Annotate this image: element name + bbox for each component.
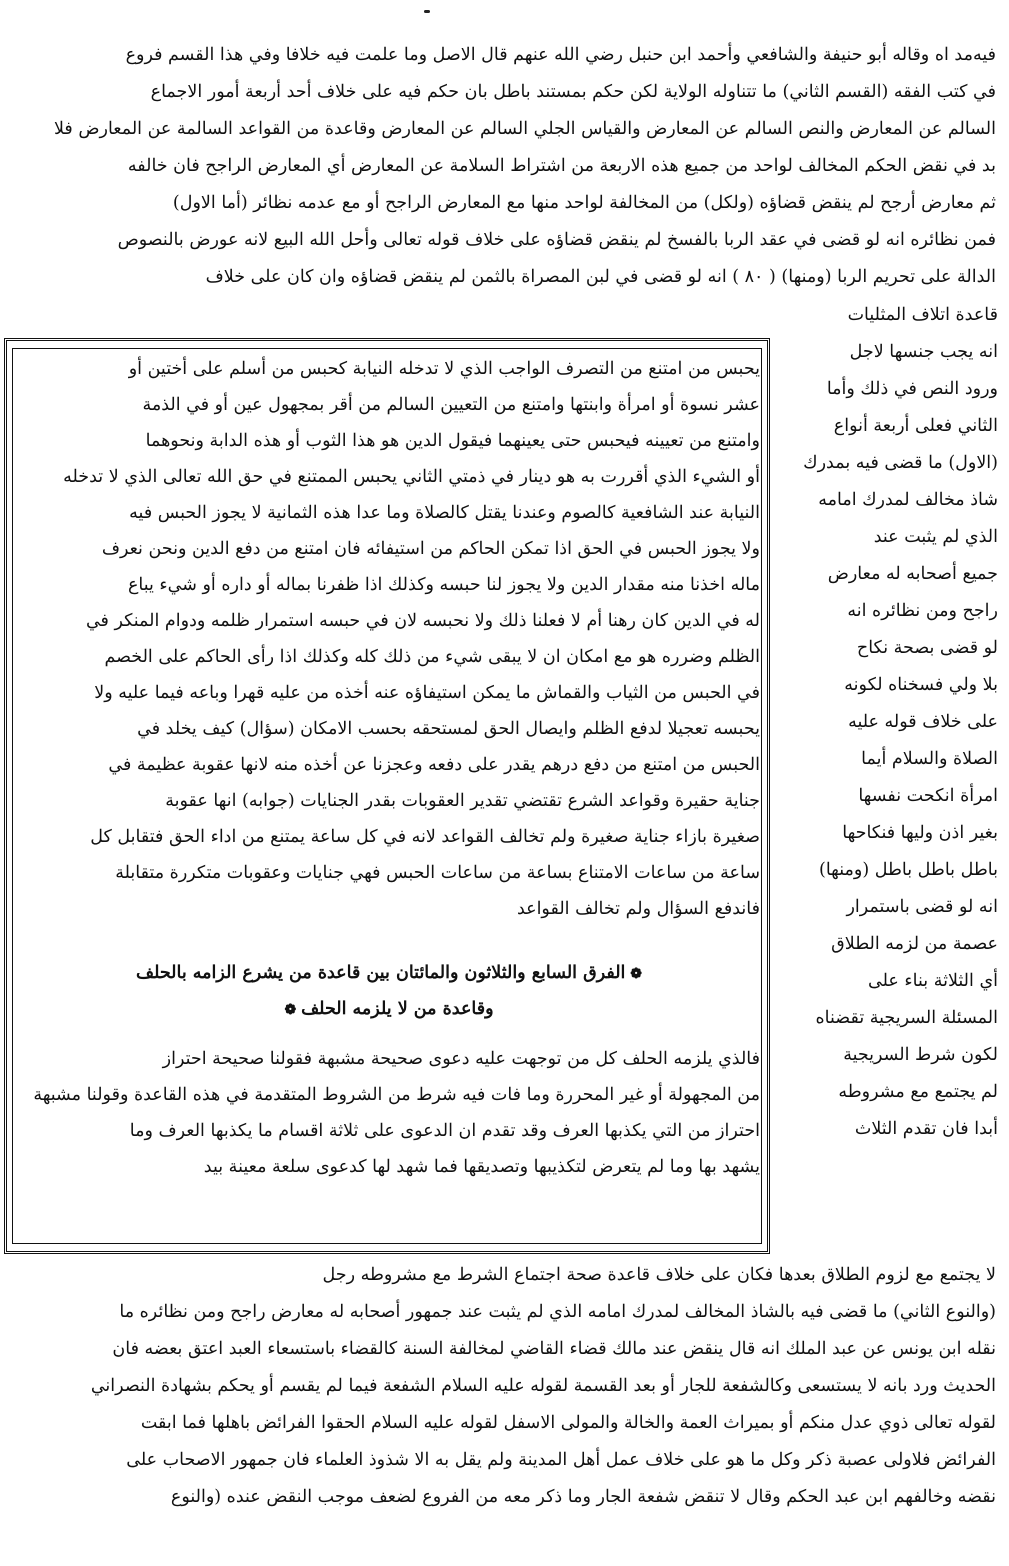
margin-line: بلا ولي فسخناه لكونه	[844, 675, 998, 695]
box-line: الظلم وضرره هو مع امكان ان لا يبقى شيء من ذلك كله وكذلك اذا رأى الحاكم على الخصم	[104, 647, 760, 667]
text-line: فيه‌مد اه وقاله أبو حنيفة والشافعي وأحمد ابن حنبل رضي الله عنهم قال الاصل وما علمت فيه خلافا وفي هذا القسم فروع	[125, 45, 996, 65]
box-line: جناية حقيرة وقواعد الشرع تقتضي تقدير العقوبات بقدر الجنايات (جوابه) انها عقوبة	[165, 791, 760, 811]
box-line: من المجهولة أو غير المحررة وما فات فيه شرط من الشروط المتقدمة في هذه القاعدة وقولنا مشبهة	[33, 1085, 760, 1105]
section-heading-text: الفرق السابع والثلاثون والمائتان بين قاعدة من يشرع الزامه بالحلف	[135, 963, 626, 983]
box-line: ولا يجوز الحبس في الحق اذا تمكن الحاكم من استيفائه فان امتنع من دفع الدين ونحن نعرف	[101, 539, 760, 559]
box-line: عشر نسوة أو امرأة وابنتها وامتنع من التعيين السالم من أقر بمجهول عين أو في الذمة	[142, 395, 760, 415]
margin-line: الصلاة والسلام أيما	[861, 749, 998, 769]
margin-line: الثاني فعلى أربعة أنواع	[833, 416, 998, 436]
margin-line: انه لو قضى باستمرار	[846, 897, 998, 917]
margin-line: عصمة من لزمه الطلاق	[831, 934, 998, 954]
margin-line: بغير اذن وليها فنكاحها	[842, 823, 998, 843]
margin-line: لكون شرط السريجية	[843, 1045, 998, 1065]
box-line: صغيرة بازاء جناية صغيرة ولم تخالف القواعد لانه في كل ساعة يمتنع من اداء الحق فتقابل كل	[90, 827, 760, 847]
text-line: الفرائض فلاولى عصبة ذكر وكل ما هو على خلاف عمل أهل المدينة ولم يقل به الا شذوذ العلماء فان جمهور الاصحاب على	[126, 1450, 996, 1470]
box-line: ماله اخذنا منه مقدار الدين ولا يجوز لنا حبسه وكذلك اذا ظفرنا بماله أو داره أو شيء يباع	[127, 575, 760, 595]
margin-line: على خلاف قوله عليه	[848, 712, 998, 732]
text-line: بد في نقض الحكم المخالف لواحد من جميع هذه الاربعة من اشتراط السلامة عن المعارض أي المعارض الراجح فان خالفه	[127, 156, 996, 176]
page-mark	[424, 10, 430, 13]
box-line: ساعة من ساعات الامتناع بساعة من ساعات الحبس فهي جنايات وعقوبات متكررة متقابلة	[115, 863, 760, 883]
section-heading-line	[18, 960, 760, 987]
ornament-icon: ❁	[625, 966, 643, 982]
margin-line: شاذ مخالف لمدرك امامه	[818, 490, 998, 510]
margin-line: لو قضى بصحة نكاح	[856, 638, 998, 658]
section-heading-line	[18, 996, 760, 1023]
box-line: فاندفع السؤال ولم تخالف القواعد	[516, 899, 760, 919]
box-line: النيابة عند الشافعية كالصوم وعندنا يقتل كالصلاة وما عدا هذه الثمانية لا يجوز الحبس فيه	[129, 503, 760, 523]
text-line: الدالة على تحريم الربا (ومنها) ( ٨٠ ) انه لو قضى في لبن المصراة بالثمن لم ينقض قضاؤه وان كان على خلاف	[205, 267, 996, 287]
text-line: نقله ابن يونس عن عبد الملك انه قال ينقض عند مالك قضاء القاضي لمخالفة السنة كالقضاء باستسعاء العبد اعتق بعضه فان	[112, 1339, 996, 1359]
text-line: لا يجتمع مع لزوم الطلاق بعدها فكان على خلاف قاعدة صحة اجتماع الشرط مع مشروطه رجل	[322, 1265, 996, 1285]
margin-line: راجح ومن نظائره انه	[847, 601, 998, 621]
margin-line: باطل باطل باطل (ومنها)	[819, 860, 998, 880]
box-line: يحبس من امتنع من التصرف الواجب الذي لا تدخله النيابة كحبس من أسلم على أختين أو	[128, 359, 760, 379]
section-heading-text: وقاعدة من لا يلزمه الحلف	[301, 999, 494, 1019]
box-line: الحبس من امتنع من دفع درهم يقدر على دفعه وعجزنا عن أخذه منه لانها عقوبة عظيمة في	[108, 755, 760, 775]
margin-line: جميع أصحابه له معارض	[827, 564, 998, 584]
margin-line: المسئلة السريجية تقضناه	[815, 1008, 998, 1028]
margin-line: أبدا فان تقدم الثلاث	[854, 1119, 998, 1139]
text-line: لقوله تعالى ذوي عدل منكم أو بميراث العمة والخالة والمولى الاسفل لقوله عليه السلام الحقوا الفرائض باهلها فما ابقت	[140, 1413, 996, 1433]
margin-line: قاعدة اتلاف المثليات	[847, 305, 998, 325]
box-line: احتراز من التي يكذبها العرف وقد تقدم ان الدعوى على ثلاثة اقسام ما يكذبها العرف وما	[129, 1121, 760, 1141]
margin-line: أي الثلاثة بناء على	[868, 971, 998, 991]
margin-line: (الاول) ما قضى فيه بمدرك	[803, 453, 998, 473]
text-line: (والنوع الثاني) ما قضى فيه بالشاذ المخالف لمدرك امامه الذي لم يثبت عند جمهور أصحابه له معارض راجح ومن نظائره ما	[119, 1302, 996, 1322]
text-line: فمن نظائره انه لو قضى في عقد الربا بالفسخ لم ينقض قضاؤه على خلاف قوله تعالى وأحل الله البيع لانه عورض بالنصوص	[117, 230, 996, 250]
box-line: يحبسه تعجيلا لدفع الظلم وايصال الحق لمستحقه بحسب الامكان (سؤال) كيف يخلد في	[137, 719, 760, 739]
box-line: له في الدين كان رهنا أم لا فعلنا ذلك ولا نحبسه لان في حبسه استمرار ظلمه ودوام المنكر في	[85, 611, 760, 631]
margin-line: انه يجب جنسها لاجل	[849, 342, 998, 362]
text-line: نقضه وخالفهم ابن عبد الحكم وقال لا تنقض شفعة الجار وما ذكر معه من الفروع لضعف موجب النقض عنده (والنوع	[170, 1487, 996, 1507]
margin-line: الذي لم يثبت عند	[873, 527, 998, 547]
text-line: ثم معارض أرجح لم ينقض قضاؤه (ولكل) من المخالفة لواحد منها مع المعارض الراجح أو مع عدمه نظائر (أما الاول)	[172, 193, 996, 213]
box-line: يشهد بها وما لم يتعرض لتكذيبها وتصديقها فما شهد لها كدعوى سلعة معينة بيد	[203, 1157, 760, 1177]
margin-line: امرأة انكحت نفسها	[858, 786, 998, 806]
text-line: في كتب الفقه (القسم الثاني) ما تتناوله الولاية لكن حكم بمستند باطل بان حكم فيه على خلاف أحد أربعة أمور الاجماع	[150, 82, 996, 102]
box-line: في الحبس من الثياب والقماش ما يمكن استيفاؤه عنه أخذه من عليه قهرا وباعه فيما عليه ولا	[94, 683, 760, 703]
box-line: وامتنع من تعيينه فيحبس حتى يعينهما فيقول الدين هو هذا الثوب أو هذه الدابة ونحوهما	[145, 431, 760, 451]
box-line: فالذي يلزمه الحلف كل من توجهت عليه دعوى صحيحة مشبهة فقولنا صحيحة احتراز	[162, 1049, 760, 1069]
margin-line: لم يجتمع مع مشروطه	[838, 1082, 998, 1102]
ornament-icon: ❁	[284, 1002, 302, 1018]
text-line: الحديث ورد بانه لا يستسعى وكالشفعة للجار أو بعد القسمة لقوله عليه السلام الشفعة فيما لم يقسم أو يحكم بشهادة النصراني	[90, 1376, 996, 1396]
text-line: السالم عن المعارض والنص السالم عن المعارض والقياس الجلي السالم عن المعارض وقاعدة من القواعد السالمة عن المعارض فلا	[53, 119, 996, 139]
box-line: أو الشيء الذي أقررت به هو دينار في ذمتي الثاني يحبس الممتنع في حق الله تعالى الذي لا تدخله	[63, 467, 760, 487]
margin-line: ورود النص في ذلك وأما	[826, 379, 998, 399]
